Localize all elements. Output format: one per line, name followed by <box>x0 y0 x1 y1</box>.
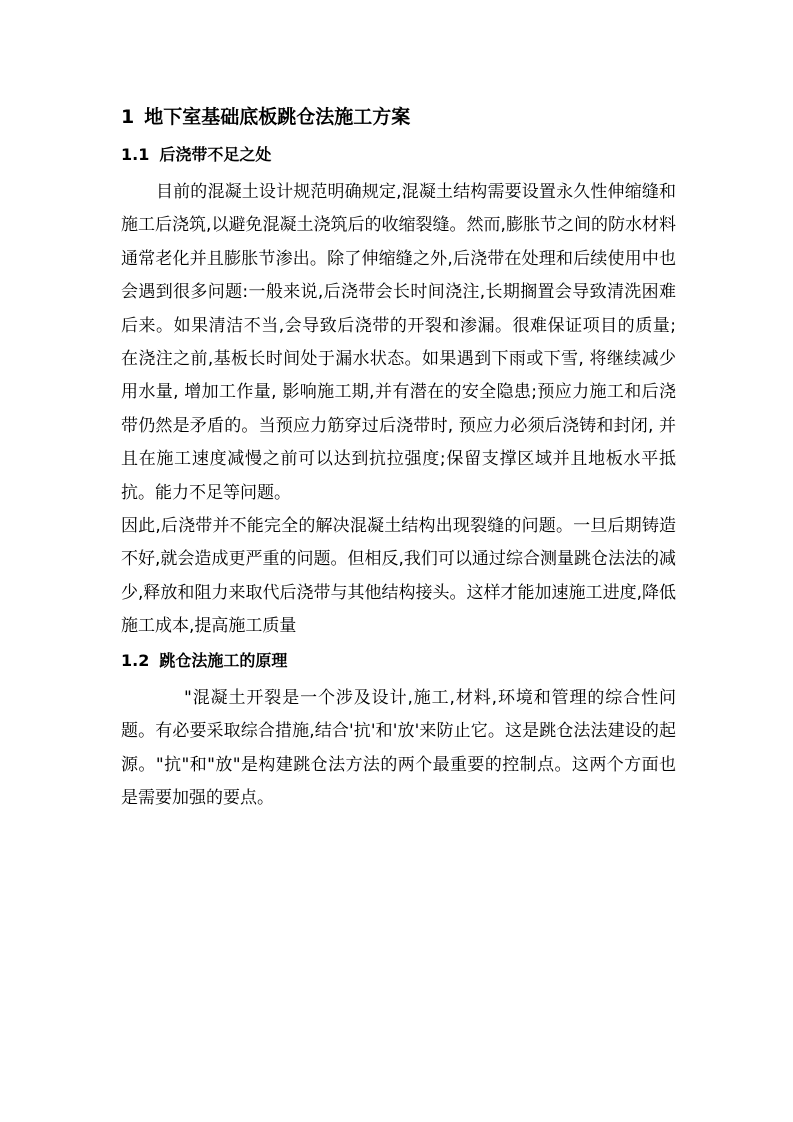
body-paragraph: "混凝土开裂是一个涉及设计,施工,材料,环境和管理的综合性问题。有必要采取综合措施,结合'抗'和'放'来防止它。这是跳仓法法建设的起源。"抗"和"放"是构建跳仓法方法的两个最重要的控制点。这两个方面也是需要加强的要点。 <box>121 687 676 808</box>
section-heading-1-1 <box>121 140 676 170</box>
chapter-title: 地下室基础底板跳仓法施工方案 <box>144 106 411 128</box>
body-paragraph: 因此,后浇带并不能完全的解决混凝土结构出现裂缝的问题。一旦后期铸造不好,就会造成更严重的问题。但相反,我们可以通过综合测量跳仓法法的减少,释放和阻力来取代后浇带与其他结构接头。这样才能加速施工进度,降低施工成本,提高施工质量 <box>121 516 676 637</box>
body-paragraph: 目前的混凝土设计规范明确规定,混凝土结构需要设置永久性伸缩缝和施工后浇筑,以避免混凝土浇筑后的收缩裂缝。然而,膨胀节之间的防水材料通常老化并且膨胀节渗出。除了伸缩缝之外,后浇带在处理和后续使用中也会遇到很多问题:一般来说,后浇带会长时间浇注,长期搁置会导致清洗困难后来。如果清洁不当,会导致后浇带的开裂和渗漏。很难保证项目的质量;在浇注之前,基板长时间处于漏水状态。如果遇到下雨或下雪, 将继续减少用水量, 增加工作量, 影响施工期,并有潜在的安全隐患;预应力施工和后浇带仍然是矛盾的。当预应力筋穿过后浇带时, 预应力必须后浇铸和封闭, 并且在施工速度减慢之前可以达到抗拉强度;保留支撑区域并且地板水平抵抗。能力不足等问题。 <box>121 182 676 503</box>
chapter-heading <box>121 100 676 134</box>
section-title: 后浇带不足之处 <box>159 145 272 164</box>
section-number: 1.1 <box>121 145 150 164</box>
section-number: 1.2 <box>121 650 150 670</box>
section-title: 跳仓法施工的原理 <box>159 650 288 670</box>
chapter-number: 1 <box>121 106 135 128</box>
document-body <box>121 100 676 815</box>
section-heading-1-2 <box>121 646 676 676</box>
